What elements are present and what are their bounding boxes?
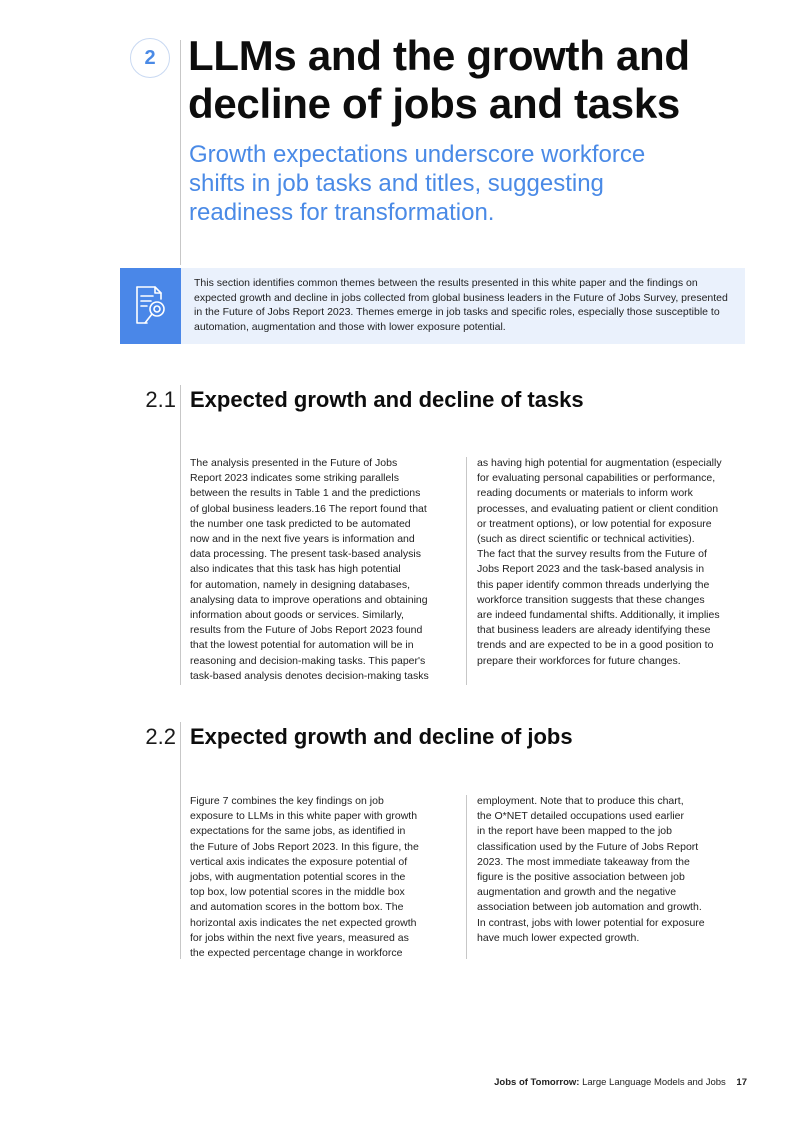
page-number: 17 — [736, 1077, 747, 1088]
section-column-left: The analysis presented in the Future of Jobs Report 2023 indicates some striking parallels between the results in Table 1 and the predictions of global business leaders.16 The report found that the number one task predicted to be automated now and in the next five years is information and data processing. The present task-based analysis also indicates that this task has high potential for automation, namely in designing databases, analysing data to improve operations and obtaining information about goods or services. Similarly, results from the Future of Jobs Report 2023 found that the lowest potential for automation will be in reasoning and decision-making tasks. This paper's task-based analysis denotes decision-making tasks — [190, 457, 429, 682]
footer-subtitle: Large Language Models and Jobs — [582, 1077, 726, 1088]
column-divider — [466, 457, 467, 685]
section-column-left: Figure 7 combines the key findings on job exposure to LLMs in this white paper with growth expectations for the same jobs, as identified in the Future of Jobs Report 2023. In this figure, the vertical axis indicates the exposure potential of jobs, with augmentation potential scores in the top box, low potential scores in the middle box and automation scores in the bottom box. The horizontal axis indicates the net expected growth for jobs within the next five years, measured as the expected percentage change in workforce — [190, 795, 419, 960]
page-footer — [494, 1077, 747, 1088]
section-number: 2.1 — [145, 387, 176, 412]
document-search-icon — [131, 283, 171, 329]
section-column-right: employment. Note that to produce this chart, the O*NET detailed occupations used earlier in the report have been mapped to the job classification used by the Future of Jobs Report 2023. The most immediate takeaway from the figure is the positive association between job augmentation and growth and the negative association between job automation and growth. In contrast, jobs with lower potential for exposure have much lower expected growth. — [477, 795, 705, 944]
header-divider — [180, 40, 181, 265]
chapter-number-badge: 2 — [130, 38, 170, 78]
section-divider — [180, 385, 181, 685]
section-title: Expected growth and decline of jobs — [190, 724, 573, 749]
footer-publication: Jobs of Tomorrow: — [494, 1077, 580, 1088]
section-column-right: as having high potential for augmentation (especially for evaluating personal capabilities or performance, reading documents or materials to inform work processes, and evaluating patient or client condition or treatment options), or low potential for exposure (such as direct scientific or technical activities). The fact that the survey results from the Future of Jobs Report 2023 and the task-based analysis in this paper identify common threads underlying the workforce transition suggests that these changes are indeed fundamental shifts. Additionally, it implies that business leaders are already identifying these trends and are expected to be in a good position to prepare their workforces for future changes. — [477, 457, 722, 667]
callout-icon-box — [120, 268, 181, 344]
column-divider — [466, 795, 467, 959]
section-number: 2.2 — [145, 724, 176, 749]
section-title: Expected growth and decline of tasks — [190, 387, 584, 412]
section-divider — [180, 722, 181, 959]
callout-text: This section identifies common themes between the results presented in this white paper and the findings on expected growth and decline in jobs collected from global business leaders in the Future of Jobs Survey, presented in the Future of Jobs Report 2023. Themes emerge in job tasks and specific roles, especially those susceptible to automation, augmentation and those with lower exposure potential. — [181, 268, 745, 344]
chapter-title: LLMs and the growth and decline of jobs and tasks — [188, 32, 690, 127]
chapter-subtitle: Growth expectations underscore workforce shifts in job tasks and titles, suggesting readiness for transformation. — [189, 141, 646, 226]
